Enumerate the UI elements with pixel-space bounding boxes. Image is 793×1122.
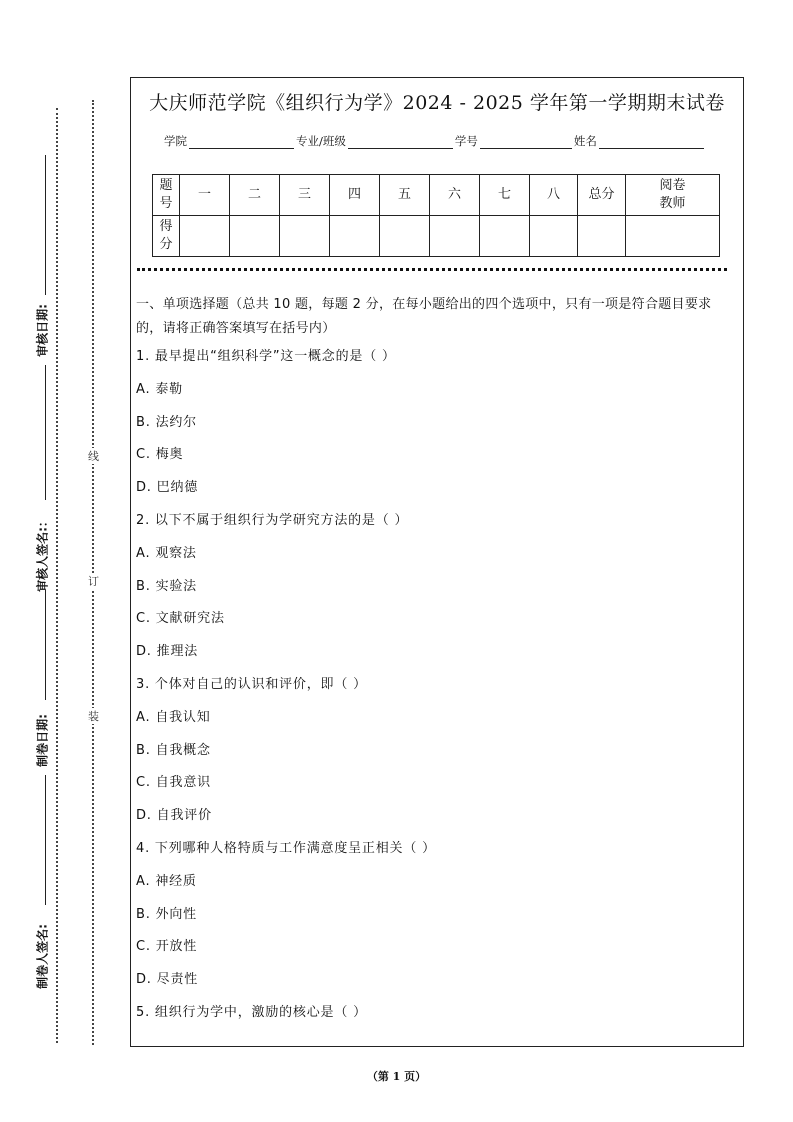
college-label: 学院	[164, 134, 187, 148]
question-option[interactable]: C. 自我意识	[136, 775, 211, 791]
grader-header: 阅卷 教师	[626, 175, 720, 216]
question-option[interactable]: B. 实验法	[136, 578, 197, 594]
score-cell-8[interactable]	[530, 216, 578, 257]
column-2: 二	[230, 175, 280, 216]
question-option[interactable]: B. 外向性	[136, 906, 197, 922]
student-info-row	[164, 133, 706, 149]
signature-line-1	[45, 155, 46, 295]
score-cell-3[interactable]	[280, 216, 330, 257]
column-4: 四	[330, 175, 380, 216]
question-option[interactable]: D. 推理法	[136, 644, 199, 660]
question-number-header: 题 号	[153, 175, 180, 216]
score-cell-4[interactable]	[330, 216, 380, 257]
signature-line-3	[45, 590, 46, 700]
column-1: 一	[180, 175, 230, 216]
question-list	[136, 341, 736, 1030]
question-option[interactable]: B. 自我概念	[136, 742, 211, 758]
exam-frame	[130, 77, 744, 1047]
question-option[interactable]: A. 泰勒	[136, 381, 183, 397]
score-cell-5[interactable]	[380, 216, 430, 257]
question-option[interactable]: C. 梅奥	[136, 447, 184, 463]
question-option[interactable]: C. 开放性	[136, 939, 198, 955]
binding-char-line: 线	[88, 450, 99, 463]
question-option[interactable]: D. 自我评价	[136, 808, 212, 824]
question-option[interactable]: D. 巴纳德	[136, 480, 199, 496]
compile-date-label: 制卷日期:	[35, 714, 50, 767]
college-field[interactable]	[189, 135, 294, 149]
question-stem: 4. 下列哪种人格特质与工作满意度呈正相关（ ）	[136, 840, 436, 856]
column-7: 七	[480, 175, 530, 216]
column-3: 三	[280, 175, 330, 216]
reviewer-signature-label: 审核人签名:：	[35, 515, 50, 592]
page-number: （第 1 页）	[366, 1070, 427, 1083]
binding-char-order: 订	[88, 575, 99, 588]
score-cell-2[interactable]	[230, 216, 280, 257]
question-stem: 1. 最早提出“组织科学”这一概念的是（ ）	[136, 349, 396, 364]
column-6: 六	[430, 175, 480, 216]
binding-char-bind: 装	[88, 710, 99, 723]
column-total: 总分	[578, 175, 626, 216]
score-cell-1[interactable]	[180, 216, 230, 257]
review-date-label: 审核日期:	[35, 304, 50, 357]
score-header: 得 分	[153, 216, 180, 257]
question-option[interactable]: A. 自我认知	[136, 709, 211, 725]
question-content	[136, 293, 736, 1030]
binding-dotted-line-outer	[56, 108, 58, 1043]
name-label: 姓名	[573, 134, 597, 148]
section-heading: 一、单项选择题（总共 10 题，每题 2 分，在每小题给出的四个选项中，只有一项是符合题目要求的，请将正确答案填写在括号内）	[136, 297, 712, 336]
student-id-field[interactable]	[480, 135, 572, 149]
signature-line-4	[45, 775, 46, 905]
score-cell-total[interactable]	[578, 216, 626, 257]
question-option[interactable]: B. 法约尔	[136, 414, 197, 430]
score-cell-6[interactable]	[430, 216, 480, 257]
question-option[interactable]: A. 神经质	[136, 873, 197, 889]
question-option[interactable]: A. 观察法	[136, 545, 197, 561]
column-5: 五	[380, 175, 430, 216]
major-class-label: 专业/班级	[296, 134, 346, 148]
major-class-field[interactable]	[348, 135, 453, 149]
exam-title: 大庆师范学院《组织行为学》2024 - 2025 学年第一学期期末试卷	[149, 92, 725, 114]
name-field[interactable]	[599, 135, 704, 149]
separator-dotted-line	[137, 268, 727, 271]
question-stem: 5. 组织行为学中，激励的核心是（ ）	[136, 1004, 367, 1020]
column-8: 八	[530, 175, 578, 216]
question-option[interactable]: D. 尽责性	[136, 972, 199, 988]
score-table	[152, 174, 720, 257]
student-id-label: 学号	[454, 134, 478, 148]
compiler-signature-label: 制卷人签名:	[35, 924, 50, 989]
question-stem: 3. 个体对自己的认识和评价，即（ ）	[136, 676, 367, 692]
signature-line-2	[45, 365, 46, 500]
grader-cell[interactable]	[626, 216, 720, 257]
question-option[interactable]: C. 文献研究法	[136, 611, 225, 627]
question-stem: 2. 以下不属于组织行为学研究方法的是（ ）	[136, 512, 409, 528]
score-cell-7[interactable]	[480, 216, 530, 257]
